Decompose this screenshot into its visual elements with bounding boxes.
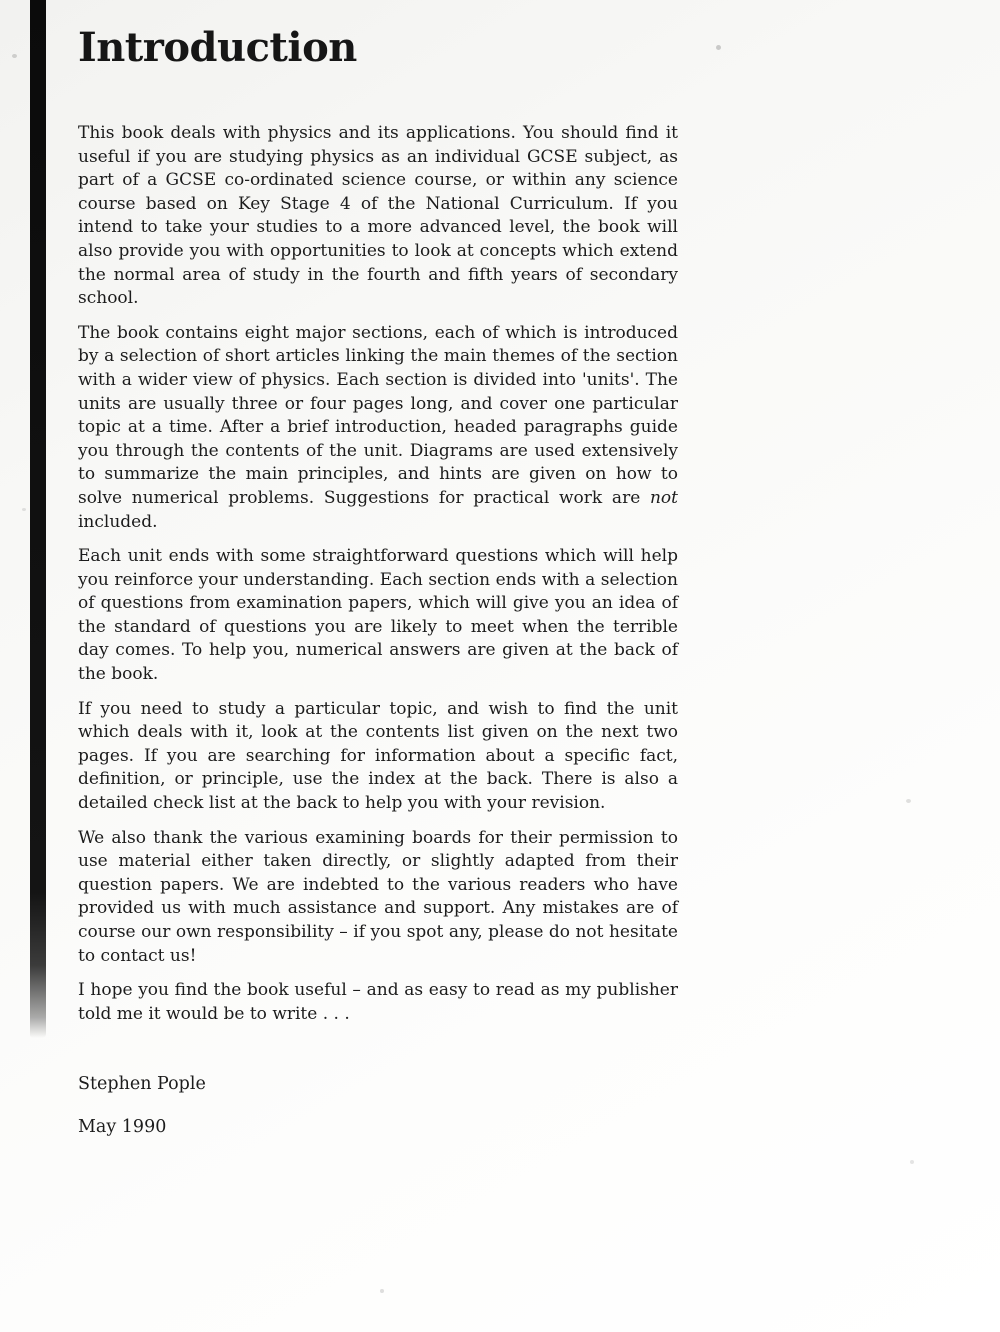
paragraph-text: included.	[78, 511, 158, 532]
paragraph	[78, 827, 678, 969]
publication-date: May 1990	[78, 1117, 167, 1138]
paragraph	[78, 979, 678, 1026]
paragraph-text: This book deals with physics and its applications. You should find it useful if you are studying physics as an individual GCSE subject, as part of a GCSE co-ordinated science course, or within any science course based on Key Stage 4 of the National Curriculum. If you intend to take your studies to a more advanced level, the book will also provide you with opportunities to look at concepts which extend the normal area of study in the fourth and fifth years of secondary school.	[78, 123, 678, 309]
paragraph	[78, 545, 678, 687]
scan-gutter-bar	[30, 0, 46, 1038]
author-name: Stephen Pople	[78, 1074, 206, 1095]
page-content	[78, 26, 678, 1137]
paragraph-text: The book contains eight major sections, each of which is introduced by a selection of short articles linking the main themes of the section with a wider view of physics. Each section is divided into 'units'. The units are usually three or four pages long, and cover one particular topic at a time. After a brief introduction, headed paragraphs guide you through the contents of the unit. Diagrams are used extensively to summarize the main principles, and hints are given on how to solve numerical problems. Suggestions for practical work are	[78, 322, 678, 508]
page-title: Introduction	[78, 24, 357, 71]
scan-speck	[380, 1289, 384, 1293]
paragraph-text: Each unit ends with some straightforward questions which will help you reinforce your understanding. Each section ends with a selection of questions from examination papers, which will give you an idea of the standard of questions you are likely to meet when the terrible day comes. To help you, numerical answers are given at the back of the book.	[78, 546, 678, 685]
scan-speck	[910, 1160, 914, 1164]
scan-speck	[716, 45, 721, 50]
scan-speck	[22, 508, 26, 511]
paragraph-text: We also thank the various examining boards for their permission to use material either taken directly, or slightly adapted from their question papers. We are indebted to the various readers who have provided us with much assistance and support. Any mistakes are of course our own responsibility – if you spot any, please do not hesitate to contact us!	[78, 827, 678, 966]
paragraph	[78, 698, 678, 816]
emphasized-text: not	[649, 487, 678, 508]
intro-paragraphs	[78, 122, 678, 1026]
paragraph	[78, 322, 678, 534]
paragraph	[78, 122, 678, 311]
scan-speck	[906, 799, 911, 803]
paragraph-text: If you need to study a particular topic, and wish to find the unit which deals with it, look at the contents list given on the next two pages. If you are searching for information about a specific fact, definition, or principle, use the index at the back. There is also a detailed check list at the back to help you with your revision.	[78, 698, 678, 814]
paragraph-text: I hope you find the book useful – and as easy to read as my publisher told me it would be to write . . .	[78, 980, 678, 1024]
scan-speck	[12, 54, 17, 58]
